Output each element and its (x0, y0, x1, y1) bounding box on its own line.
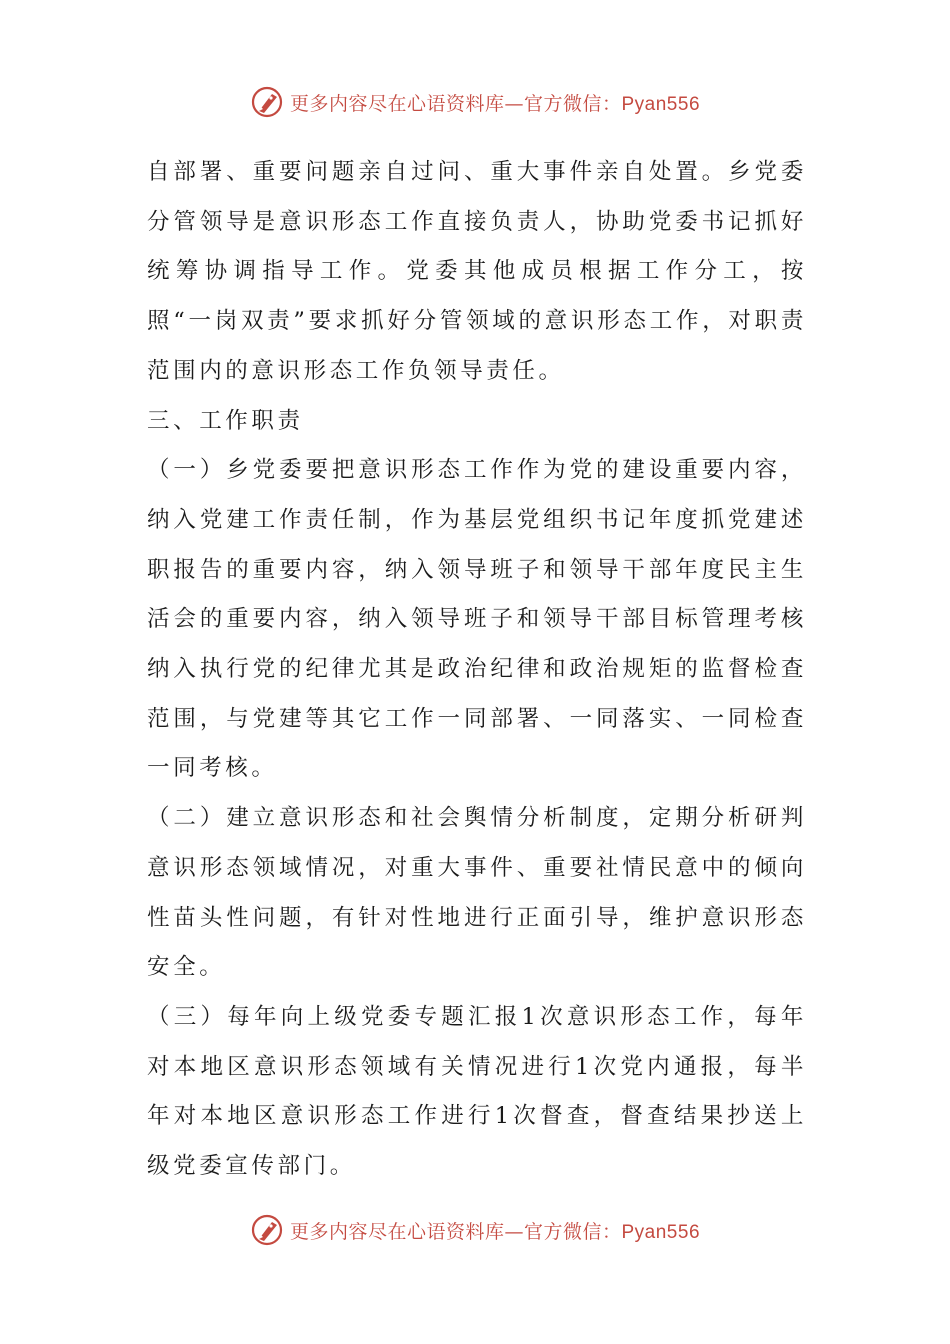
wechat-id: Pyan556 (621, 1221, 701, 1243)
header-watermark-banner (0, 82, 950, 122)
document-body (147, 148, 807, 1192)
pen-nib-logo-icon (250, 1213, 284, 1247)
paragraph-responsibility-continuation: 自部署、重要问题亲自过问、重大事件亲自处置。乡党委分管领导是意识形态工作直接负责人，协助党委书记抓好统筹协调指导工作。党委其他成员根据工作分工，按照“一岗双责”要求抓好分管领域的意识形态工作，对职责范围内的意识形态工作负领导责任。 (147, 159, 807, 384)
paragraph-duty-1: （一）乡党委要把意识形态工作作为党的建设重要内容，纳入党建工作责任制，作为基层党组织书记年度抓党建述职报告的重要内容，纳入领导班子和领导干部年度民主生活会的重要内容，纳入领导班子和领导干部目标管理考核纳入执行党的纪律尤其是政治纪律和政治规矩的监督检查范围，与党建等其它工作一同部署、一同落实、一同检查一同考核。 (147, 457, 807, 782)
paragraph-duty-3: （三）每年向上级党委专题汇报1次意识形态工作，每年对本地区意识形态领域有关情况进行1次党内通报，每半年对本地区意识形态工作进行1次督查，督查结果抄送上级党委宣传部门。 (147, 1003, 807, 1180)
watermark-text: 更多内容尽在心语资料库—官方微信：Pyan556 (289, 92, 701, 115)
section-heading-work-duties: 三、工作职责 (147, 407, 304, 434)
watermark-text: 更多内容尽在心语资料库—官方微信：Pyan556 (289, 1220, 701, 1243)
footer-watermark-banner (0, 1210, 950, 1250)
pen-nib-logo-icon (250, 85, 284, 119)
paragraph-duty-2: （二）建立意识形态和社会舆情分析制度，定期分析研判意识形态领域情况，对重大事件、重要社情民意中的倾向性苗头性问题，有针对性地进行正面引导，维护意识形态安全。 (147, 805, 807, 981)
wechat-id: Pyan556 (621, 93, 701, 115)
